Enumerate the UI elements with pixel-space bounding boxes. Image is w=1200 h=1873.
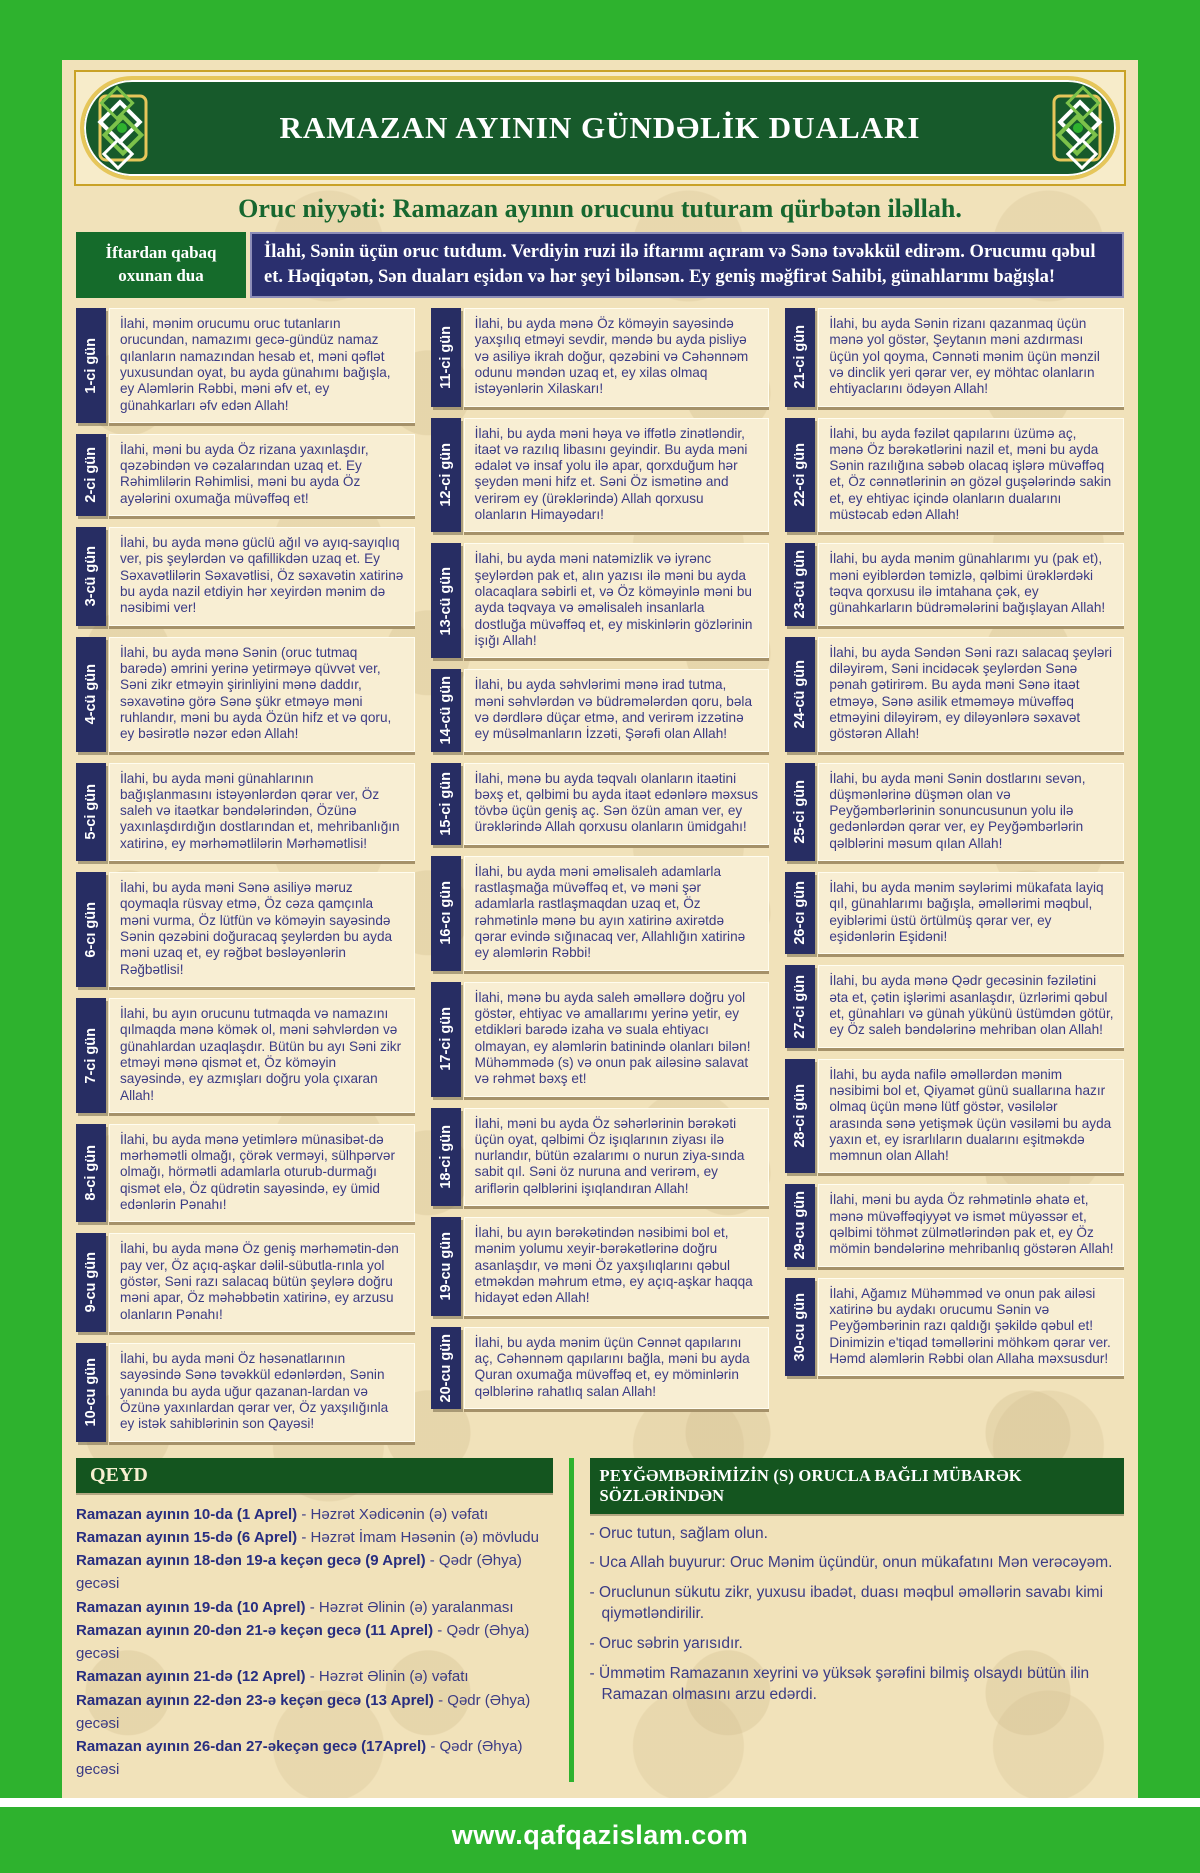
prayer-text: İlahi, bu ayda mənə güclü ağıl və ayıq-sayıqlıq ver, pis şeylərdən və qafillikdən uzaq et. Ey Səxavətlilərin Səxavətlisi, Öz səxavətin xatirinə bu ayda nazil etdiyin hər xeyirdən mənim də nəsibimi ver! bbox=[120, 535, 404, 616]
day-label bbox=[785, 1278, 815, 1377]
day-label bbox=[785, 1184, 815, 1266]
prayer-card bbox=[464, 308, 770, 407]
title-banner bbox=[80, 76, 1120, 180]
day-label-text: 15-ci gün bbox=[437, 771, 454, 836]
day-entry bbox=[76, 872, 415, 987]
qeyd-section bbox=[76, 1458, 569, 1782]
prayer-card bbox=[464, 763, 770, 845]
iftar-dua-row bbox=[76, 232, 1124, 298]
prayer-card bbox=[109, 872, 415, 987]
day-label bbox=[431, 418, 461, 533]
day-entry bbox=[431, 669, 770, 751]
day-label-text: 8-ci gün bbox=[83, 1145, 99, 1201]
prayer-card bbox=[109, 1124, 415, 1223]
prayer-text: İlahi, bu ayda səhvlərimi mənə irad tutma, məni səhvlərdən və büdrəmələrdən qoru, bəla və dərdlərə düçar etmə, and verirəm izzətinə ey müsəlmanların İzzəti, Şərəfi olan Allah! bbox=[474, 677, 753, 742]
day-label bbox=[785, 1059, 815, 1174]
banner-frame bbox=[74, 70, 1126, 186]
days-grid bbox=[76, 308, 1124, 1442]
prayer-text: İlahi, bu ayda Səndən Səni razı salacaq şeyləri diləyirəm, Səni incidəcək şeylərdən Sənə pənah gətirirəm. Bu ayda məni Sənə itaət etməyə, Sənə asilik etməməyə müvəffəq etməyini diləyirəm, ey diləyənlərə səxavət göstərən Allah! bbox=[829, 644, 1112, 742]
day-label bbox=[76, 1343, 106, 1442]
qeyd-item-date: Ramazan ayının 22-dən 23-ə keçən gecə (13 Aprel) bbox=[76, 1691, 434, 1709]
prayer-text: İlahi, məni bu ayda Öz rəhmətinlə əhatə et, mənə müvəffəqiyyət və ismət müyəssər et, qəlbimi töhmət zülmətlərindən pak et, ey Öz mömin bəndələrinə mehribanlıq göstərən Allah! bbox=[829, 1192, 1114, 1257]
day-label bbox=[76, 434, 106, 516]
prayer-card bbox=[109, 1233, 415, 1332]
knot-ornament-left-icon bbox=[86, 74, 158, 182]
iftar-label bbox=[76, 232, 246, 298]
prayer-text: İlahi, bu ayda mənim səylərimi mükafata layiq qıl, günahlarımı bağışla, əməllərimi məqbul, eyiblərimi üstü örtülmüş qərar ver, ey eşidənlərin Eşidəni! bbox=[829, 880, 1104, 944]
prayer-card bbox=[818, 1184, 1124, 1266]
prayer-text: İlahi, bu ayda nafilə əməllərdən mənim nəsibimi bol et, Qiyamət günü suallarına hazır olmaq üçün mənə lütf göstər, vəsilələr arasında sənə yetişmək üçün vəsiləmi bu ayda yaxın et, ey israrlıların dualarını eşitməkdə məmnun olan Allah! bbox=[829, 1066, 1112, 1164]
day-entry bbox=[785, 1278, 1124, 1377]
prayer-text: İlahi, bu ayda məni həya və iffətlə zinətləndir, itaət və razılıq libasını geyindir. Bu ayda məni ədalət və insaf yolu ilə apar, qorxduğum hər şeydən məni hifz et. Səni Öz ismətinə and verirəm ey (ürəklərində) Allah qorxusu olanların Himayədarı! bbox=[474, 425, 748, 523]
qeyd-header: QEYD bbox=[76, 1458, 553, 1493]
saying-item: - Uca Allah buyurur: Oruc Mənim üçündür, onun mükafatını Mən verəcəyəm. bbox=[589, 1554, 1113, 1572]
prayer-text: İlahi, bu ayda mənə Qədr gecəsinin fəzilətini əta et, çətin işlərimi asanlaşdır, üzrlərimi qəbul et, günahları və günah yükünü üstümdən götür, ey Öz saleh bəndələrinə mehriban olan Allah! bbox=[829, 973, 1114, 1038]
qeyd-item-event: - Həzrət Xədicənin (ə) vəfatı bbox=[301, 1505, 489, 1523]
day-label-text: 9-cu gün bbox=[83, 1252, 99, 1313]
day-entry bbox=[76, 308, 415, 423]
qeyd-item-event: - Qədr (Əhya) gecəsi bbox=[76, 1621, 530, 1662]
day-label-text: 25-ci gün bbox=[792, 779, 809, 844]
qeyd-item-date: Ramazan ayının 18-dən 19-a keçən gecə (9 Aprel) bbox=[76, 1552, 426, 1569]
qeyd-item-date: Ramazan ayının 20-dən 21-ə keçən gecə (11 Aprel) bbox=[76, 1621, 434, 1639]
iftar-dua-text: İlahi, Sənin üçün oruc tutdum. Verdiyin ruzi ilə iftarımı açıram və Sənə təvəkkül edirəm. Orucumu qəbul et. Həqiqətən, Sən duaları eşidən və hər şeyi bilənsən. Ey geniş məğfirət Sahibi, günahlarımı bağışla! bbox=[250, 232, 1124, 298]
prayer-text: İlahi, bu ayda məni əməlisaleh adamlarla rastlaşmağa müvəffəq et, və məni şər adamlarla rastlaşmaqdan uzaq et, Öz rəhmətinlə mənə bu ayın xatirinə axirətdə qərar evində sığınacaq ver, Allahlığın xatirinə ey aləmlərin Rəbbi! bbox=[474, 863, 746, 961]
day-label-text: 11-ci gün bbox=[437, 325, 454, 389]
qeyd-item-event: - Həzrət Əlinin (ə) vəfatı bbox=[309, 1668, 469, 1686]
day-entry bbox=[431, 763, 770, 845]
prayer-text: İlahi, bu ayda mənim üçün Cənnət qapılarını aç, Cəhənnəm qapılarını bağla, məni bu ayda Quran oxumağa müvəffəq et, ey möminlərin qəlblərinə rahatlıq salan Allah! bbox=[474, 1334, 750, 1399]
day-label bbox=[785, 872, 815, 954]
day-entry bbox=[431, 1327, 770, 1409]
qeyd-item bbox=[76, 1619, 553, 1666]
prayer-text: İlahi, bu ayda mənə yetimlərə münasibət-də mərhəmətli olmağı, çörək verməyi, sülhpərvər olmağı, hörmətli adamlarla oturub-durmağı qismət elə, Öz qüdrətin sayəsində, ey ümid edənlərin Pənahı! bbox=[120, 1131, 395, 1213]
prayer-card bbox=[464, 543, 770, 658]
day-column-2 bbox=[431, 308, 770, 1442]
prayer-card bbox=[818, 965, 1124, 1047]
prayer-text: İlahi, bu ayda məni natəmizlik və iyrənc şeylərdən pak et, alın yazısı ilə məni bu ayda olacaqlara səbirli et, və Öz köməyinlə məni bu ayda təqvaya və əməlisaleh insanlarla dostluğa müvəffəq et, ey miskinlərin gözlərinin işığı Allah! bbox=[474, 551, 753, 648]
prayer-card bbox=[818, 637, 1124, 752]
day-entry bbox=[76, 1233, 415, 1332]
qeyd-item-date: Ramazan ayının 21-də (12 Aprel) bbox=[76, 1668, 306, 1686]
day-label bbox=[431, 1217, 461, 1316]
day-label bbox=[785, 637, 815, 752]
bottom-section bbox=[76, 1458, 1124, 1782]
day-label-text: 22-ci gün bbox=[792, 443, 809, 507]
iftar-label-line2: oxunan dua bbox=[118, 265, 204, 285]
day-entry bbox=[431, 418, 770, 533]
day-label-text: 23-cü gün bbox=[792, 550, 809, 619]
content-area bbox=[62, 60, 1138, 1798]
sayings-header: PEYĞƏMBƏRİMİZİN (S) ORUCLA BAĞLI MÜBARƏK SÖZLƏRİNDƏN bbox=[590, 1458, 1124, 1514]
day-label-text: 28-ci gün bbox=[792, 1084, 809, 1148]
qeyd-item-event: - Həzrət İmam Həsənin (ə) mövludu bbox=[301, 1528, 539, 1546]
prayer-card bbox=[818, 763, 1124, 862]
day-label bbox=[431, 669, 461, 751]
prayer-text: İlahi, bu ayda məni Sənin dostlarını sevən, düşmənlərinə düşmən olan və Peyğəmbərlərinin sonuncusunun yolu ilə gedənlərdən qərar ver, ey Peyğəmbərlərin qəlblərini məsum qılan Allah! bbox=[829, 770, 1086, 851]
day-entry bbox=[431, 543, 770, 658]
prayer-text: İlahi, bu ayda mənə Öz geniş mərhəmətin-dən pay ver, Öz açıq-aşkar dəlil-sübutla-rınla yol göstər, Səni razı salacaq bütün şeylərə doğru məni apar, Öz məhəbbətin xatirinə, ey arzusu olanların Pənahı! bbox=[120, 1241, 399, 1322]
day-label bbox=[785, 418, 815, 533]
day-label-text: 26-cı gün bbox=[792, 881, 809, 946]
prayer-card bbox=[109, 998, 415, 1113]
day-label bbox=[431, 1108, 461, 1207]
day-label bbox=[785, 543, 815, 625]
qeyd-item-date: Ramazan ayının 26-dan 27-əkeçən gecə (17Aprel) bbox=[76, 1738, 427, 1755]
qeyd-item-date: Ramazan ayının 19-da (10 Aprel) bbox=[76, 1598, 306, 1616]
day-label-text: 20-cu gün bbox=[437, 1333, 454, 1402]
qeyd-item-event: - Həzrət Əlinin (ə) yaralanması bbox=[309, 1598, 514, 1616]
iftar-label-line1: İftardan qabaq bbox=[105, 243, 217, 263]
day-label-text: 4-cü gün bbox=[83, 663, 99, 725]
prayer-text: İlahi, bu ayda məni Öz həsənatlarının sayəsində Sənə təvəkkül edənlərdən, Sənin yanında bu ayda uğur qazanan-lardan və Özünə yaxınlardan qərar ver, Öz yaxşılığınla ey istək sahiblərinin son Qayəsi! bbox=[120, 1350, 389, 1432]
day-label-text: 1-ci gün bbox=[83, 337, 99, 394]
day-entry bbox=[785, 1184, 1124, 1266]
prayer-card bbox=[464, 1108, 770, 1207]
day-label-text: 13-cü gün bbox=[437, 566, 454, 636]
day-entry bbox=[76, 1124, 415, 1223]
qeyd-item-event: - Qədr (Əhya) gecəsi bbox=[76, 1691, 531, 1732]
saying-item: - Ümmətim Ramazanın xeyrini və yüksək şərəfini bilmiş olsaydı bütün ilin Ramazan olmasını arzu edərdi. bbox=[589, 1665, 1090, 1704]
day-label-text: 12-ci gün bbox=[437, 443, 454, 507]
day-label bbox=[76, 527, 106, 626]
qeyd-item bbox=[76, 1503, 553, 1526]
qeyd-item bbox=[76, 1665, 553, 1688]
day-entry bbox=[76, 527, 415, 626]
qeyd-item bbox=[76, 1596, 553, 1619]
niyyet-text: Oruc niyyəti: Ramazan ayının orucunu tuturam qürbətən iləllah. bbox=[238, 194, 962, 223]
day-entry bbox=[76, 637, 415, 752]
prayer-card bbox=[464, 418, 770, 533]
day-label bbox=[431, 763, 461, 845]
prayer-card bbox=[109, 1343, 415, 1442]
day-entry bbox=[76, 434, 415, 516]
prayer-text: İlahi, mənə bu ayda saleh əməllərə doğru yol göstər, ehtiyac və amallarımı yerinə yetir, ey etdikləri barədə izaha və suala ehtiyacı olmayan, ey aləmlərin batinində olanları bilən! Mühəmmədə (s) və onun pak ailəsinə salavat və rəhmət bəxş et! bbox=[474, 989, 751, 1087]
day-label bbox=[431, 856, 461, 971]
prayer-text: İlahi, bu ayda mənə Öz köməyin sayəsində yaxşılıq etməyi sevdir, məndə bu ayda pisliyə və asiliyə ikrah doğur, qəzəbini və Cəhənnəm odunu məndən uzaq et, ey xilas olmaq istəyənlərin Xilaskarı! bbox=[474, 315, 749, 397]
prayer-text: İlahi, məni bu ayda Öz səhərlərinin bərəkəti üçün oyat, qəlbimi Öz işıqlarının ziyası ilə nurlandır, bütün əzalarımı o nurun ziya-sında sabit qıl. Səni öz nuruna and verirəm, ey ariflərin qəlblərini işıqlandıran Allah! bbox=[474, 1115, 745, 1196]
prayer-card bbox=[464, 982, 770, 1097]
day-label-text: 21-ci gün bbox=[792, 325, 809, 390]
day-label-text: 7-ci gün bbox=[83, 1027, 99, 1084]
day-label bbox=[431, 543, 461, 658]
day-entry bbox=[785, 1059, 1124, 1174]
day-label-text: 2-ci gün bbox=[83, 447, 99, 503]
day-label bbox=[431, 982, 461, 1097]
day-label-text: 5-ci gün bbox=[83, 783, 99, 840]
prayer-card bbox=[464, 1217, 770, 1316]
knot-ornament-right-icon bbox=[1042, 74, 1114, 182]
day-entry bbox=[785, 308, 1124, 407]
day-label-text: 17-ci gün bbox=[437, 1007, 454, 1071]
day-entry bbox=[785, 872, 1124, 954]
prayer-text: İlahi, bu ayda fəzilət qapılarını üzümə aç, mənə Öz bərəkətlərini nazil et, məni bu ayda Sənin razılığına səbəb olacaq işlərə müvəffəq et, Öz cənnətlərinin ən gözəl guşələrində sakin et, ey ehtiyac içində olanların dualarını müstəcab edən Allah! bbox=[829, 425, 1112, 523]
prayer-card bbox=[818, 308, 1124, 407]
prayer-card bbox=[818, 418, 1124, 533]
qeyd-item bbox=[76, 1689, 553, 1736]
day-label bbox=[785, 763, 815, 862]
day-entry bbox=[785, 418, 1124, 533]
qeyd-item-date: Ramazan ayının 15-də (6 Aprel) bbox=[76, 1528, 298, 1546]
qeyd-item-event: - Qədr (Əhya) gecəsi bbox=[76, 1738, 523, 1779]
website-url: www.qafqazislam.com bbox=[451, 1819, 749, 1850]
day-label-text: 16-cı gün bbox=[437, 881, 454, 946]
day-entry bbox=[785, 763, 1124, 862]
qeyd-item bbox=[76, 1526, 553, 1549]
day-label-text: 14-cü gün bbox=[437, 676, 454, 745]
prayer-text: İlahi, bu ayın bərəkətindən nəsibimi bol et, mənim yolumu xeyir-bərəkətlərinə doğru asanlaşdır, və məni Öz yaxşılıqlarını qəbul etməkdən məhrum etmə, ey açıq-aşkar haqqa hidayət edən Allah! bbox=[474, 1225, 753, 1306]
prayer-card bbox=[109, 527, 415, 626]
prayer-card bbox=[464, 1327, 770, 1409]
day-label bbox=[76, 1124, 106, 1223]
prayer-text: İlahi, məni bu ayda Öz rizana yaxınlaşdır, qəzəbindən və cəzalarından uzaq et. Ey Rəhimlilərin Rəhimlisi, məni bu ayda Öz ayələrini oxumağa müvəffəq et! bbox=[120, 441, 369, 506]
day-entry bbox=[431, 1108, 770, 1207]
prayer-text: İlahi, Ağamız Mühəmməd və onun pak ailəsi xatirinə bu aydakı orucumu Sənin və Peyğəmbərinin razı qaldığı şəkildə qəbul et! Dinimizin e'tiqad təməllərini möhkəm qərar ver. Həmd aləmlərin Rəbbi olan Allaha məxsusdur! bbox=[829, 1285, 1111, 1366]
day-label bbox=[76, 1233, 106, 1332]
day-entry bbox=[431, 982, 770, 1097]
prayer-text: İlahi, mənə bu ayda təqvalı olanların itaətini bəxş et, qəlbimi bu ayda itaət edənlərə məxsus tövbə üçün geniş aç. Sən özün aman ver, ey ürəklərində Allah qorxusu olanların ümidgahı! bbox=[474, 770, 759, 835]
saying-item: - Oruclunun sükutu zikr, yuxusu ibadət, duası məqbul əməllərin savabı kimi qiymətləndirilir. bbox=[589, 1584, 1104, 1623]
day-entry bbox=[431, 1217, 770, 1316]
page-title: RAMAZAN AYININ GÜNDƏLİK DUALARI bbox=[279, 110, 921, 145]
prayer-text: İlahi, mənim orucumu oruc tutanların orucundan, namazımı gecə-gündüz namaz qılanların namazından hesab et, məni qəflət yuxusundan oyat, bu ayda günahımı bağışla, ey Aləmlərin Rəbbi, məni əfv et, ey günahkarları əfv edən Allah! bbox=[120, 315, 391, 413]
day-column-3 bbox=[785, 308, 1124, 1442]
prayer-text: İlahi, bu ayda məni günahlarının bağışlanmasını istəyənlərdən qərar ver, Öz saleh və itaətkar bəndələrindən, Özünə yaxınlaşdırdığın dostlarından et, mehribanlığın xatirinə, ey mərhəmətlilərin Mərhəmətlisi! bbox=[120, 770, 400, 851]
prayer-card bbox=[818, 1278, 1124, 1377]
day-label bbox=[76, 637, 106, 752]
saying-item: - Oruc səbrin yarısıdır. bbox=[589, 1635, 743, 1653]
prayer-text: İlahi, bu ayda mənə Sənin (oruc tutmaq barədə) əmrini yerinə yetirməyə qüvvət ver, Səni zikr etməyin şirinliyini mənə daddır, səxavətinə görə Sənə şükr etməyə məni ruhlandır, məni bu ayda Özün hifz et və qoru, ey bəsirətlə nəzər edən Allah! bbox=[120, 644, 392, 742]
prayer-card bbox=[109, 308, 415, 423]
day-entry bbox=[431, 856, 770, 971]
day-label bbox=[76, 308, 106, 423]
day-label-text: 24-cü gün bbox=[792, 659, 809, 729]
prayer-text: İlahi, bu ayda məni Sənə asiliyə məruz qoymaqla rüsvay etmə, Öz cəza qamçınla məni vurma, Öz lütfün və köməyin sayəsində Sənin qəzəbini doğuracaq şeylərdən bu ayda məni uzaq et, ey rəğbət bəsləyənlərin Rəğbətlisi! bbox=[120, 880, 393, 977]
day-label-text: 29-cu gün bbox=[792, 1191, 809, 1260]
prayer-card bbox=[109, 637, 415, 752]
day-entry bbox=[76, 998, 415, 1113]
sayings-list bbox=[590, 1524, 1124, 1706]
qeyd-item-date: Ramazan ayının 10-da (1 Aprel) bbox=[76, 1505, 298, 1523]
footer-bar bbox=[0, 1798, 1200, 1873]
qeyd-item bbox=[76, 1735, 553, 1782]
day-label-text: 10-cu gün bbox=[83, 1357, 99, 1427]
prayer-text: İlahi, bu ayın orucunu tutmaqda və namazını qılmaqda mənə kömək ol, məni səhvlərdən və günahlardan uzaqlaşdır. Bütün bu ayı Səni zikr etməyi mənə qismət et, Öz köməyin sayəsində, ey azmışları doğru yola çıxaran Allah! bbox=[120, 1005, 402, 1103]
day-label-text: 6-cı gün bbox=[83, 901, 99, 958]
day-entry bbox=[785, 543, 1124, 625]
day-label bbox=[431, 1327, 461, 1409]
day-label bbox=[76, 763, 106, 862]
sayings-section bbox=[569, 1458, 1124, 1782]
prayer-card bbox=[818, 872, 1124, 954]
prayer-text: İlahi, bu ayda mənim günahlarımı yu (pak et), məni eyiblərdən təmizlə, qəlbimi ürəklərdəki təqva qorxusu ilə imtahana çək, ey günahkarların büdrəmələrini bağışlayan Allah! bbox=[829, 551, 1106, 616]
prayer-card bbox=[109, 763, 415, 862]
qeyd-item-event: - Qədr (Əhya) gecəsi bbox=[76, 1552, 522, 1593]
day-label bbox=[785, 965, 815, 1047]
day-entry bbox=[431, 308, 770, 407]
day-entry bbox=[76, 1343, 415, 1442]
day-label bbox=[76, 872, 106, 987]
day-entry bbox=[785, 637, 1124, 752]
day-label bbox=[76, 998, 106, 1113]
day-label-text: 18-ci gün bbox=[437, 1124, 454, 1189]
day-label-text: 19-cu gün bbox=[437, 1232, 454, 1301]
prayer-card bbox=[818, 543, 1124, 625]
day-column-1 bbox=[76, 308, 415, 1442]
day-label bbox=[431, 308, 461, 407]
saying-item: - Oruc tutun, sağlam olun. bbox=[589, 1524, 768, 1542]
day-entry bbox=[76, 763, 415, 862]
prayer-card bbox=[818, 1059, 1124, 1174]
prayer-card bbox=[464, 669, 770, 751]
day-label-text: 27-ci gün bbox=[792, 974, 809, 1039]
prayer-card bbox=[109, 434, 415, 516]
prayer-card bbox=[464, 856, 770, 971]
day-label-text: 30-cu gün bbox=[792, 1292, 809, 1362]
day-entry bbox=[785, 965, 1124, 1047]
day-label bbox=[785, 308, 815, 407]
day-label-text: 3-cü gün bbox=[83, 546, 99, 607]
prayer-text: İlahi, bu ayda Sənin rizanı qazanmaq üçün mənə yol göstər, Şeytanın məni azdırması üçün yol qoyma, Cənnəti mənim üçün mənzil və dinclik yeri qərar ver, ey möhtac olanların ehtiyaclarını ödəyən Allah! bbox=[829, 315, 1100, 397]
qeyd-list bbox=[76, 1503, 553, 1782]
qeyd-item bbox=[76, 1549, 553, 1596]
